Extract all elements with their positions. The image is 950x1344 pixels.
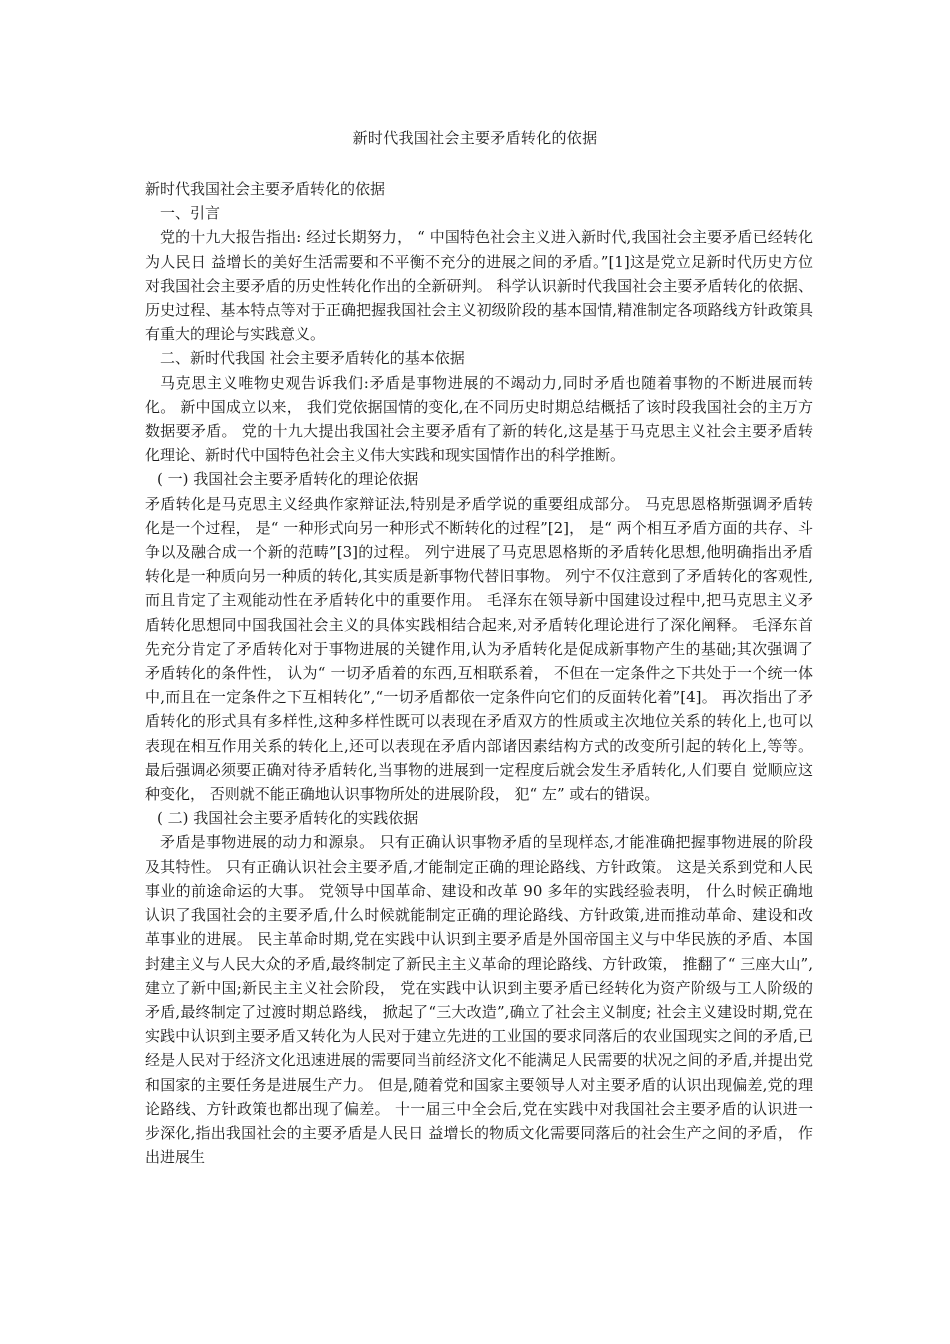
document-title: 新时代我国社会主要矛盾转化的依据 [352,129,598,147]
subsection-heading-practical-basis: ( 二) 我国社会主要矛盾转化的实践依据 [157,809,419,828]
document-body [145,177,813,1169]
paragraph-introduction: 党的十九大报告指出: 经过长期努力， “ 中国特色社会主义进入新时代,我国社会主要矛盾已经转化为人民日 益增长的美好生活需要和不平衡不充分的进展之间的矛盾。”[1]这是党立足新时代历史方位对我国社会主要矛盾的历史性转化作出的全新研判。 科学认识新时代我国社会主要矛盾转化的依据、历史过程、基本特点等对于正确把握我国社会主义初级阶段的基本国情,精准制定各项路线方针政策具有重大的理论与实践意义。 [145,228,813,344]
section-heading-introduction: 一、引言 [160,204,221,223]
paragraph-practical-basis: 矛盾是事物进展的动力和源泉。 只有正确认识事物矛盾的呈现样态,才能准确把握事物进展的阶段及其特性。 只有正确认识社会主要矛盾,才能制定正确的理论路线、方针政策。 这是关系到党和人民事业的前途命运的大事。 党领导中国革命、建设和改革 90 多年的实践经验表明， 什么时候正确地认识了我国社会的主要矛盾,什么时候就能制定正确的理论路线、方针政策,进而推动革命、建设和改革事业的进展。 民主革命时期,党在实践中认识到主要矛盾是外国帝国主义与中华民族的矛盾、本国封建主义与人民大众的矛盾,最终制定了新民主主义革命的理论路线、方针政策， 推翻了“ 三座大山”,建立了新中国;新民主主义社会阶段， 党在实践中认识到主要矛盾已经转化为资产阶级与工人阶级的矛盾,最终制定了过渡时期总路线， 掀起了“三大改造”,确立了社会主义制度; 社会主义建设时期,党在实践中认识到主要矛盾又转化为人民对于建立先进的工业国的要求同落后的农业国现实之间的矛盾,已经是人民对于经济文化迅速进展的需要同当前经济文化不能满足人民需要的状况之间的矛盾,并提出党和国家的主要任务是进展生产力。 但是,随着党和国家主要领导人对主要矛盾的认识出现偏差,党的理论路线、方针政策也都出现了偏差。 十一届三中全会后,党在实践中对我国社会主要矛盾的认识进一步深化,指出我国社会的主要矛盾是人民日 益增长的物质文化需要同落后的社会生产之间的矛盾， 作出进展生 [145,833,813,1167]
section-heading-basic-basis: 二、新时代我国 社会主要矛盾转化的基本依据 [160,349,465,368]
paragraph-basic-basis: 马克思主义唯物史观告诉我们:矛盾是事物进展的不竭动力,同时矛盾也随着事物的不断进展而转化。 新中国成立以来， 我们党依据国情的变化,在不同历史时期总结概括了该时段我国社会的主万方数据要矛盾。 党的十九大提出我国社会主要矛盾有了新的转化,这是基于马克思主义社会主要矛盾转化理论、新时代中国特色社会主义伟大实践和现实国情作出的科学推断。 [145,373,813,465]
paragraph-theoretical-basis: 矛盾转化是马克思主义经典作家辩证法,特别是矛盾学说的重要组成部分。 马克思恩格斯强调矛盾转化是一个过程， 是“ 一种形式向另一种形式不断转化的过程”[2]， 是“ 两个相互矛盾方面的共存、斗争以及融合成一个新的范畴”[3]的过程。 列宁进展了马克思恩格斯的矛盾转化思想,他明确指出矛盾转化是一种质向另一种质的转化,其实质是新事物代替旧事物。 列宁不仅注意到了矛盾转化的客观性,而且肯定了主观能动性在矛盾转化中的重要作用。 毛泽东在领导新中国建设过程中,把马克思主义矛盾转化思想同中国我国社会主义的具体实践相结合起来,对矛盾转化理论进行了深化阐释。 毛泽东首先充分肯定了矛盾转化对于事物进展的关键作用,认为矛盾转化是促成新事物产生的基础;其次强调了矛盾转化的条件性， 认为“ 一切矛盾着的东西,互相联系着， 不但在一定条件之下共处于一个统一体中,而且在一定条件之下互相转化”,“一切矛盾都依一定条件向它们的反面转化着”[4]。 再次指出了矛盾转化的形式具有多样性,这种多样性既可以表现在矛盾双方的性质或主次地位关系的转化上,也可以表现在相互作用关系的转化上,还可以表现在矛盾内部诸因素结构方式的改变所引起的转化上,等等。 最后强调必须要正确对待矛盾转化,当事物的进展到一定程度后就会发生矛盾转化,人们要自 觉顺应这种变化， 否则就不能正确地认识事物所处的进展阶段， 犯“ 左” 或右的错误。 [145,494,813,804]
subsection-heading-theoretical-basis: ( 一) 我国社会主要矛盾转化的理论依据 [157,470,419,489]
article-heading: 新时代我国社会主要矛盾转化的依据 [145,180,386,198]
